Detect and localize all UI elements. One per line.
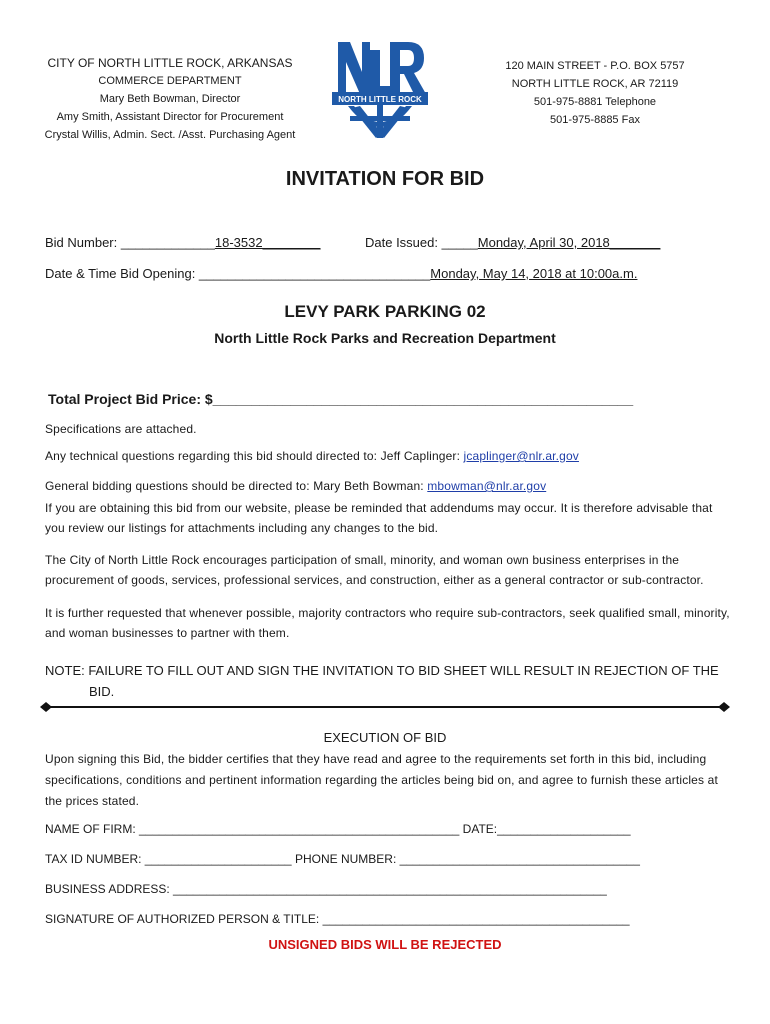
street-address: 120 MAIN STREET - P.O. BOX 5757 xyxy=(505,60,685,72)
tax-phone-field[interactable]: TAX ID NUMBER: ______________________ PHONE NUMBER: ____________________________________ xyxy=(45,852,640,866)
header-contact-info xyxy=(480,57,710,129)
section-divider xyxy=(40,700,730,714)
bid-opening-label: Date & Time Bid Opening: xyxy=(45,266,199,281)
execution-title: EXECUTION OF BID xyxy=(323,730,447,745)
technical-questions xyxy=(45,446,735,466)
header-department-info xyxy=(30,54,310,144)
signature-field[interactable]: SIGNATURE OF AUTHORIZED PERSON & TITLE: ______________________________________________ xyxy=(45,912,630,926)
rejection-note xyxy=(45,660,735,702)
specifications-note: Specifications are attached. xyxy=(45,422,197,436)
department-name: COMMERCE DEPARTMENT xyxy=(98,75,242,87)
date-issued-value: Monday, April 30, 2018_______ xyxy=(477,235,661,250)
general-questions xyxy=(45,476,735,496)
subcontractor-paragraph: It is further requested that whenever possible, majority contractors who require sub-contractors, seek qualified small, minority, and woman businesses to partner with them. xyxy=(45,606,730,640)
firm-name-field[interactable]: NAME OF FIRM: ________________________________________________ DATE:____________________ xyxy=(45,822,631,836)
technical-contact-email-link[interactable]: jcaplinger@nlr.ar.gov xyxy=(463,449,579,463)
date-issued-label: Date Issued: xyxy=(365,235,442,250)
unsigned-bids-warning: UNSIGNED BIDS WILL BE REJECTED xyxy=(268,937,502,952)
bid-number-blank: _____________ xyxy=(120,235,215,250)
bid-number-label: Bid Number: xyxy=(45,235,121,250)
rejection-note-line1: NOTE: FAILURE TO FILL OUT AND SIGN THE INVITATION TO BID SHEET WILL RESULT IN REJECTION OF THE xyxy=(45,663,719,678)
bid-number-row xyxy=(45,235,320,250)
project-department: North Little Rock Parks and Recreation Department xyxy=(214,330,556,346)
technical-questions-text: Any technical questions regarding this bid should directed to: Jeff Caplinger: xyxy=(45,449,464,463)
total-project-bid-price: Total Project Bid Price: $______________________________________________________ xyxy=(48,391,634,407)
bid-number-value: 18-3532________ xyxy=(214,235,321,250)
city-state-zip: NORTH LITTLE ROCK, AR 72119 xyxy=(511,78,679,90)
rejection-note-line2: BID. xyxy=(89,684,115,699)
fax: 501-975-8885 Fax xyxy=(550,114,640,126)
telephone: 501-975-8881 Telephone xyxy=(533,96,657,108)
bid-opening-value: Monday, May 14, 2018 at 10:00a.m. xyxy=(430,266,638,281)
general-contact-email-link[interactable]: mbowman@nlr.ar.gov xyxy=(427,479,547,493)
bid-opening-row xyxy=(45,266,637,281)
date-issued-row xyxy=(365,235,660,250)
execution-text: Upon signing this Bid, the bidder certifies that they have read and agree to the requirements set forth in this bid, including specifications, conditions and pertinent information regarding the articles being bid on, and agree to furnish these articles at the prices stated. xyxy=(45,752,718,808)
city-name: CITY OF NORTH LITTLE ROCK, ARKANSAS xyxy=(47,56,293,70)
general-questions-text: General bidding questions should be directed to: Mary Beth Bowman: xyxy=(45,479,428,493)
nlr-logo xyxy=(330,36,430,140)
purchasing-agent-name: Crystal Willis, Admin. Sect. /Asst. Purchasing Agent xyxy=(44,129,296,141)
website-addendum-paragraph: If you are obtaining this bid from our website, please be reminded that addendums may occur. It is therefore advisable that you review our listings for attachments including any changes to the bid. xyxy=(45,501,713,535)
document-title: INVITATION FOR BID xyxy=(285,168,485,190)
project-name: LEVY PARK PARKING 02 xyxy=(284,302,486,321)
participation-paragraph: The City of North Little Rock encourages participation of small, minority, and woman own business enterprises in the procurement of goods, services, professional services, and construction, either as a general contractor or sub-contractor. xyxy=(45,553,704,587)
assistant-director-name: Amy Smith, Assistant Director for Procurement xyxy=(56,111,284,123)
logo-banner-text: NORTH LITTLE ROCK xyxy=(338,95,422,104)
date-issued-blank: _____ xyxy=(441,235,478,250)
business-address-field[interactable]: BUSINESS ADDRESS: _________________________________________________________________ xyxy=(45,882,607,896)
director-name: Mary Beth Bowman, Director xyxy=(99,93,241,105)
bid-opening-blank: ________________________________ xyxy=(198,266,431,281)
